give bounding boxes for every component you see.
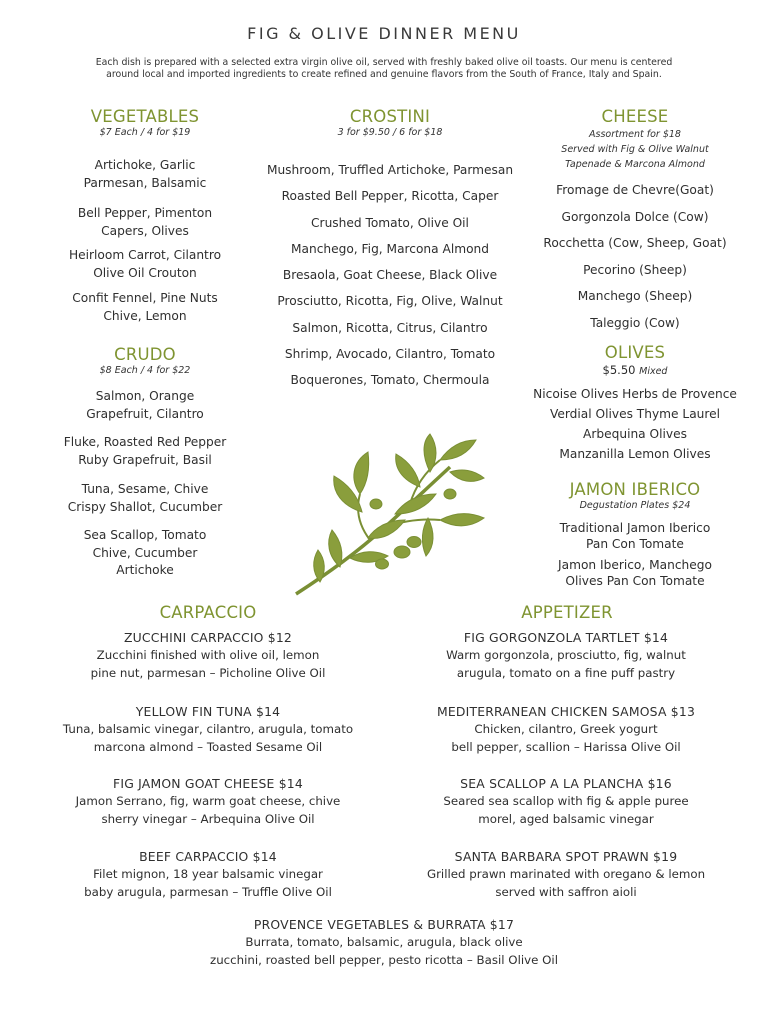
dish-desc: zucchini, roasted bell pepper, pesto ricotta – Basil Olive Oil <box>210 952 558 967</box>
menu-item <box>20 527 270 580</box>
appetizer-dish <box>388 629 744 682</box>
section-heading: CROSTINI <box>349 107 431 126</box>
section-heading: CHEESE <box>601 107 669 126</box>
item-line: Artichoke, Garlic <box>94 158 196 172</box>
intro-line: Each dish is prepared with a selected extra virgin olive oil, served with freshly baked olive oil toasts. Our menu is centered <box>95 57 673 68</box>
menu-item <box>20 290 270 325</box>
carpaccio-dish <box>30 848 386 901</box>
item-line: Ruby Grapefruit, Basil <box>78 452 212 467</box>
item-line: Jamon Iberico, Manchego <box>558 558 712 572</box>
item-line: Salmon, Orange <box>95 389 195 403</box>
cheese-list <box>510 177 760 336</box>
dish-name: BEEF CARPACCIO $14 <box>139 849 277 864</box>
carpaccio-dish <box>30 703 386 756</box>
dish-desc: Zucchini finished with olive oil, lemon <box>96 648 320 662</box>
dish-name: FIG JAMON GOAT CHEESE $14 <box>113 776 303 791</box>
section-crudo <box>20 345 270 377</box>
dish-desc: served with saffron aioli <box>495 884 637 899</box>
section-cheese <box>510 107 760 172</box>
section-heading: JAMON IBERICO <box>569 480 701 499</box>
dish-desc: Burrata, tomato, balsamic, arugula, black olive <box>245 935 523 949</box>
section-vegetables <box>20 107 270 139</box>
section-heading: OLIVES <box>604 343 666 362</box>
menu-item: Verdial Olives Thyme Laurel <box>549 407 721 421</box>
dish-name: SANTA BARBARA SPOT PRAWN $19 <box>454 849 678 864</box>
dish-desc: pine nut, parmesan – Picholine Olive Oil <box>90 665 326 680</box>
item-line: Fluke, Roasted Red Pepper <box>63 435 227 449</box>
section-price-note: Mixed <box>639 366 668 377</box>
section-price: 3 for $9.50 / 6 for $18 <box>337 127 443 138</box>
section-heading: VEGETABLES <box>90 107 200 126</box>
dish-desc: sherry vinegar – Arbequina Olive Oil <box>101 811 315 826</box>
section-crostini <box>250 107 530 139</box>
section-price: Assortment for $18 <box>589 129 681 140</box>
section-note: Served with Fig & Olive Walnut <box>561 144 709 155</box>
section-jamon <box>510 480 760 512</box>
item-line: Chive, Cucumber <box>92 545 198 560</box>
menu-item <box>20 205 270 240</box>
olives-list <box>510 384 760 464</box>
page-title: FIG & OLIVE DINNER MENU <box>247 24 521 43</box>
dish-desc: Warm gorgonzola, prosciutto, fig, walnut <box>446 648 686 662</box>
menu-item: Manchego, Fig, Marcona Almond <box>290 241 490 256</box>
menu-item <box>510 521 760 552</box>
menu-item: Rocchetta (Cow, Sheep, Goat) <box>543 236 727 250</box>
carpaccio-dish <box>30 629 386 682</box>
section-price: Degustation Plates $24 <box>579 500 691 511</box>
section-price-row <box>510 363 760 378</box>
dish-name: ZUCCHINI CARPACCIO $12 <box>123 630 293 645</box>
burrata-dish <box>134 916 634 969</box>
menu-item <box>20 481 270 516</box>
menu-item: Fromage de Chevre(Goat) <box>556 183 714 197</box>
dish-desc: Jamon Serrano, fig, warm goat cheese, chive <box>75 794 341 808</box>
olive-branch-icon <box>290 432 490 602</box>
menu-item: Mushroom, Truffled Artichoke, Parmesan <box>266 163 514 177</box>
dish-name: SEA SCALLOP A LA PLANCHA $16 <box>460 776 672 791</box>
item-line: Capers, Olives <box>101 223 189 238</box>
menu-item: Pecorino (Sheep) <box>583 262 687 277</box>
menu-item: Nicoise Olives Herbs de Provence <box>533 387 737 401</box>
dish-desc: Chicken, cilantro, Greek yogurt <box>474 722 658 736</box>
dish-desc: bell pepper, scallion – Harissa Olive Oil <box>451 739 681 754</box>
item-line: Artichoke <box>116 563 174 577</box>
menu-item: Prosciutto, Ricotta, Fig, Olive, Walnut <box>277 294 503 309</box>
item-line: Tuna, Sesame, Chive <box>81 482 209 496</box>
item-line: Heirloom Carrot, Cilantro <box>68 248 222 262</box>
dish-name: YELLOW FIN TUNA $14 <box>135 704 281 719</box>
dish-name: FIG GORGONZOLA TARTLET $14 <box>463 630 669 645</box>
menu-item: Manchego (Sheep) <box>577 289 693 303</box>
dish-desc: Tuna, balsamic vinegar, cilantro, arugula, tomato <box>62 722 354 736</box>
item-line: Chive, Lemon <box>103 308 187 323</box>
menu-item: Boquerones, Tomato, Chermoula <box>290 373 490 388</box>
menu-item <box>20 388 270 423</box>
crostini-list <box>250 157 530 394</box>
dish-desc: arugula, tomato on a fine puff pastry <box>456 665 676 680</box>
section-olives <box>510 343 760 378</box>
item-line: Parmesan, Balsamic <box>83 175 207 190</box>
item-line: Bell Pepper, Pimenton <box>77 206 213 220</box>
menu-item: Taleggio (Cow) <box>590 315 680 330</box>
dish-desc: morel, aged balsamic vinegar <box>478 811 654 826</box>
item-line: Grapefruit, Cilantro <box>86 406 204 421</box>
item-line: Confit Fennel, Pine Nuts <box>72 291 218 305</box>
dish-name: MEDITERRANEAN CHICKEN SAMOSA $13 <box>436 704 696 719</box>
appetizer-dish <box>388 848 744 901</box>
section-price: $5.50 <box>602 363 636 377</box>
menu-item <box>20 434 270 469</box>
menu-item <box>20 247 270 282</box>
item-line: Crispy Shallot, Cucumber <box>67 499 223 514</box>
menu-item: Arbequina Olives <box>583 427 687 441</box>
menu-item: Shrimp, Avocado, Cilantro, Tomato <box>284 347 496 362</box>
section-price: $7 Each / 4 for $19 <box>99 127 191 138</box>
menu-item <box>20 157 270 192</box>
appetizer-dish <box>388 775 744 828</box>
dish-name: PROVENCE VEGETABLES & BURRATA $17 <box>253 917 515 932</box>
intro-text <box>40 57 728 81</box>
item-line: Olive Oil Crouton <box>93 265 197 280</box>
intro-line: around local and imported ingredients to create refined and genuine flavors from the South of France, Italy and Spain. <box>106 69 662 80</box>
section-heading-carpaccio: CARPACCIO <box>159 603 257 622</box>
dish-desc: Seared sea scallop with fig & apple puree <box>443 794 689 808</box>
item-line: Olives Pan Con Tomate <box>565 573 705 588</box>
item-line: Sea Scallop, Tomato <box>83 528 207 542</box>
menu-item: Bresaola, Goat Cheese, Black Olive <box>282 268 498 283</box>
dish-desc: Grilled prawn marinated with oregano & lemon <box>426 867 706 881</box>
item-line: Traditional Jamon Iberico <box>559 521 711 535</box>
dish-desc: marcona almond – Toasted Sesame Oil <box>93 739 323 754</box>
section-heading-appetizer: APPETIZER <box>521 603 613 622</box>
menu-item: Salmon, Ricotta, Citrus, Cilantro <box>292 320 488 335</box>
dish-desc: baby arugula, parmesan – Truffle Olive Oil <box>84 884 332 899</box>
section-note: Tapenade & Marcona Almond <box>565 159 705 170</box>
section-price: $8 Each / 4 for $22 <box>99 365 191 376</box>
carpaccio-dish <box>30 775 386 828</box>
item-line: Pan Con Tomate <box>586 536 684 551</box>
appetizer-dish <box>388 703 744 756</box>
menu-item: Manzanilla Lemon Olives <box>559 447 711 461</box>
section-heading: CRUDO <box>114 345 176 364</box>
menu-item: Roasted Bell Pepper, Ricotta, Caper <box>281 189 499 204</box>
menu-item <box>510 558 760 589</box>
menu-item: Crushed Tomato, Olive Oil <box>311 215 469 230</box>
menu-item: Gorgonzola Dolce (Cow) <box>561 209 709 224</box>
dish-desc: Filet mignon, 18 year balsamic vinegar <box>93 867 323 881</box>
